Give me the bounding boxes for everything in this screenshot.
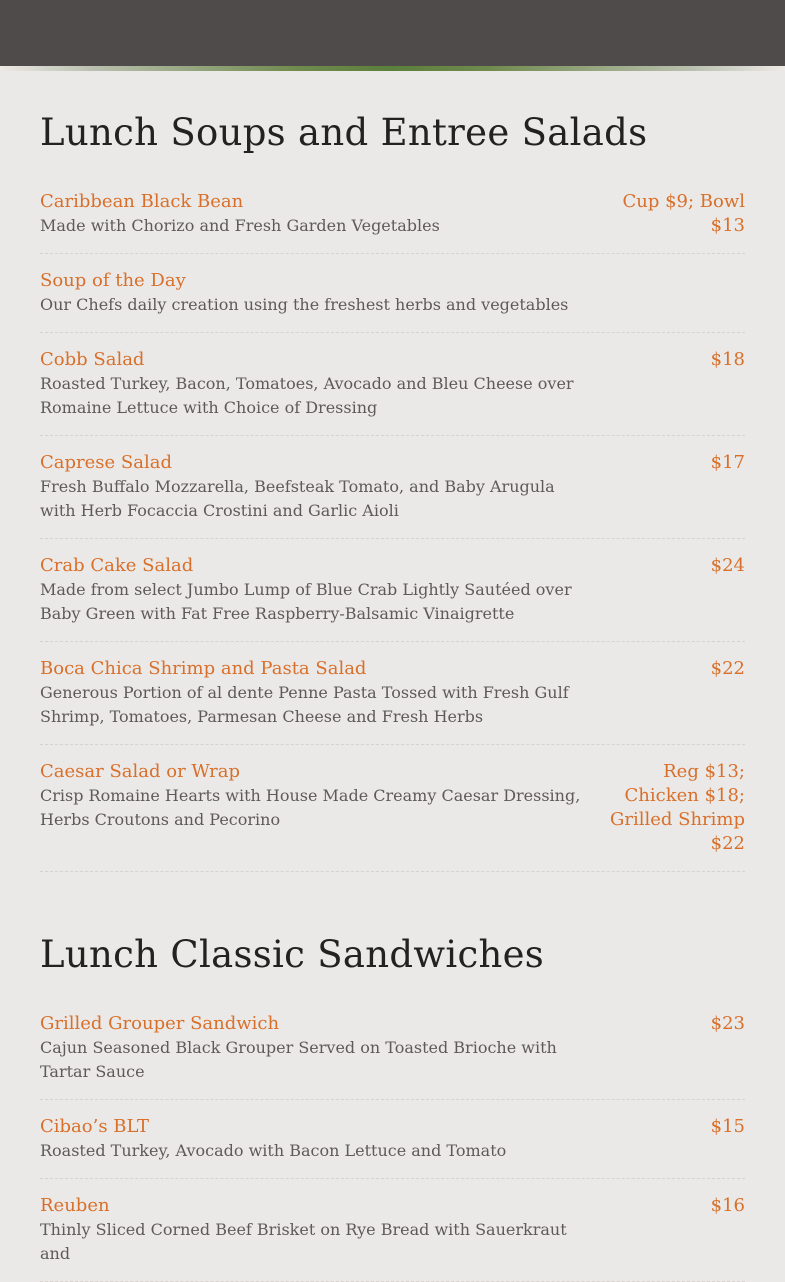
menu-item-description: Roasted Turkey, Bacon, Tomatoes, Avocado and Bleu Cheese over Romaine Lettuce with Choice of Dressing bbox=[40, 374, 574, 417]
top-header-bar bbox=[0, 0, 785, 66]
menu-item-name: Caesar Salad or Wrap bbox=[40, 761, 240, 782]
menu-item bbox=[40, 269, 745, 333]
menu-item-description: Made with Chorizo and Fresh Garden Vegetables bbox=[40, 216, 440, 235]
menu-item-price: $23 bbox=[710, 1013, 745, 1034]
menu-item bbox=[40, 348, 745, 436]
menu-item-name: Caprese Salad bbox=[40, 452, 172, 473]
menu-item bbox=[40, 760, 745, 872]
menu-item-price: Reg $13; Chicken $18; Grilled Shrimp $22 bbox=[609, 761, 745, 854]
menu-item-description: Fresh Buffalo Mozzarella, Beefsteak Tomato, and Baby Arugula with Herb Focaccia Crostini and Garlic Aioli bbox=[40, 477, 555, 520]
menu-content bbox=[0, 111, 785, 1282]
menu-item-name: Cobb Salad bbox=[40, 349, 145, 370]
menu-item bbox=[40, 1194, 745, 1282]
menu-item-name: Reuben bbox=[40, 1195, 110, 1216]
menu-item bbox=[40, 657, 745, 745]
menu-item-price: $16 bbox=[710, 1195, 745, 1216]
menu-item-name: Grilled Grouper Sandwich bbox=[40, 1013, 280, 1034]
menu-item-name: Boca Chica Shrimp and Pasta Salad bbox=[40, 658, 367, 679]
section-title: Lunch Classic Sandwiches bbox=[40, 933, 545, 976]
menu-item-price: Cup $9; Bowl $13 bbox=[622, 191, 745, 236]
menu-item bbox=[40, 554, 745, 642]
menu-item-name: Caribbean Black Bean bbox=[40, 191, 244, 212]
menu-item-price: $24 bbox=[710, 555, 745, 576]
section-title: Lunch Soups and Entree Salads bbox=[40, 111, 648, 154]
menu-item-price: $18 bbox=[710, 349, 745, 370]
menu-section-sandwiches bbox=[40, 933, 745, 1282]
menu-item-description: Our Chefs daily creation using the freshest herbs and vegetables bbox=[40, 295, 569, 314]
menu-item-description: Generous Portion of al dente Penne Pasta Tossed with Fresh Gulf Shrimp, Tomatoes, Parmesan Cheese and Fresh Herbs bbox=[40, 683, 569, 726]
menu-item bbox=[40, 1012, 745, 1100]
menu-item-price: $22 bbox=[710, 658, 745, 679]
accent-divider-strip bbox=[0, 66, 785, 71]
menu-item bbox=[40, 1115, 745, 1179]
menu-item-price: $15 bbox=[710, 1116, 745, 1137]
menu-item-price: $17 bbox=[710, 452, 745, 473]
menu-item-description: Roasted Turkey, Avocado with Bacon Lettuce and Tomato bbox=[40, 1141, 507, 1160]
menu-item-name: Cibao’s BLT bbox=[40, 1116, 150, 1137]
menu-item-description: Thinly Sliced Corned Beef Brisket on Rye Bread with Sauerkraut and bbox=[40, 1220, 567, 1263]
menu-section-soups-salads bbox=[40, 111, 745, 872]
menu-item bbox=[40, 451, 745, 539]
menu-item-name: Crab Cake Salad bbox=[40, 555, 194, 576]
menu-item-description: Crisp Romaine Hearts with House Made Creamy Caesar Dressing, Herbs Croutons and Pecorino bbox=[40, 786, 581, 829]
menu-item-description: Made from select Jumbo Lump of Blue Crab Lightly Sautéed over Baby Green with Fat Free Raspberry-Balsamic Vinaigrette bbox=[40, 580, 572, 623]
menu-item-name: Soup of the Day bbox=[40, 270, 186, 291]
menu-item bbox=[40, 190, 745, 254]
menu-item-description: Cajun Seasoned Black Grouper Served on Toasted Brioche with Tartar Sauce bbox=[40, 1038, 557, 1081]
